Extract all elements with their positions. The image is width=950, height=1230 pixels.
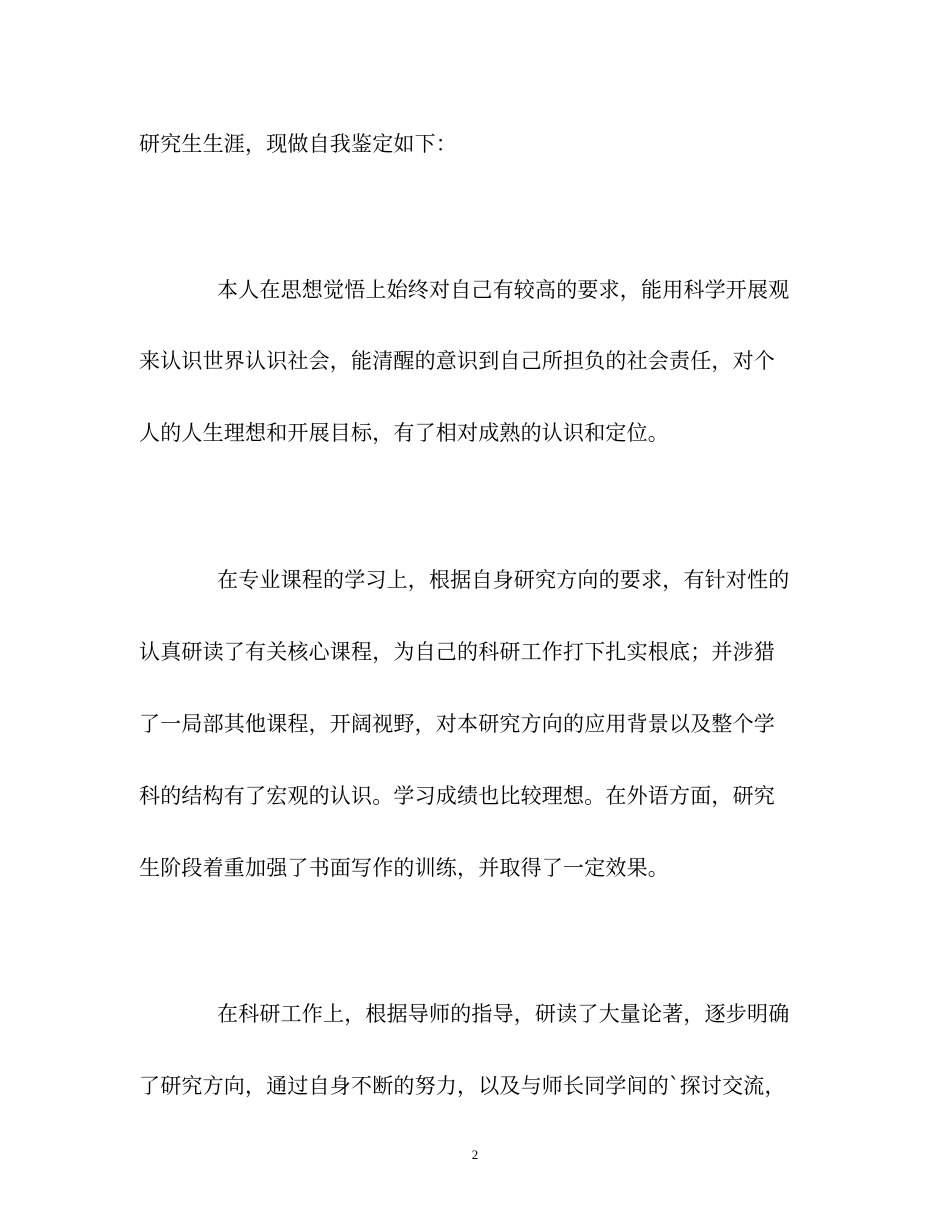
text-line: 了研究方向，通过自身不断的努力，以及与师长同学间的`探讨交流， <box>139 1074 786 1098</box>
text-line: 科的结构有了宏观的认识。学习成绩也比较理想。在外语方面，研究 <box>139 784 775 808</box>
paragraph-first-line: 本人在思想觉悟上始终对自己有较高的要求，能用科学开展观 <box>217 278 790 302</box>
paragraph-first-line: 在专业课程的学习上，根据自身研究方向的要求，有针对性的 <box>217 568 790 592</box>
text-line: 人的人生理想和开展目标，有了相对成熟的认识和定位。 <box>139 421 669 445</box>
text-line: 研究生生涯，现做自我鉴定如下： <box>139 132 457 156</box>
text-line: 了一局部其他课程，开阔视野，对本研究方向的应用背景以及整个学 <box>139 712 775 736</box>
text-line: 生阶段着重加强了书面写作的训练，并取得了一定效果。 <box>139 856 669 880</box>
text-line: 来认识世界认识社会，能清醒的意识到自己所担负的社会责任，对个 <box>139 349 775 373</box>
paragraph-first-line: 在科研工作上，根据导师的指导，研读了大量论著，逐步明确 <box>217 1002 790 1026</box>
text-line: 认真研读了有关核心课程，为自己的科研工作打下扎实根底；并涉猎 <box>139 640 775 664</box>
page-number: 2 <box>471 1147 479 1162</box>
